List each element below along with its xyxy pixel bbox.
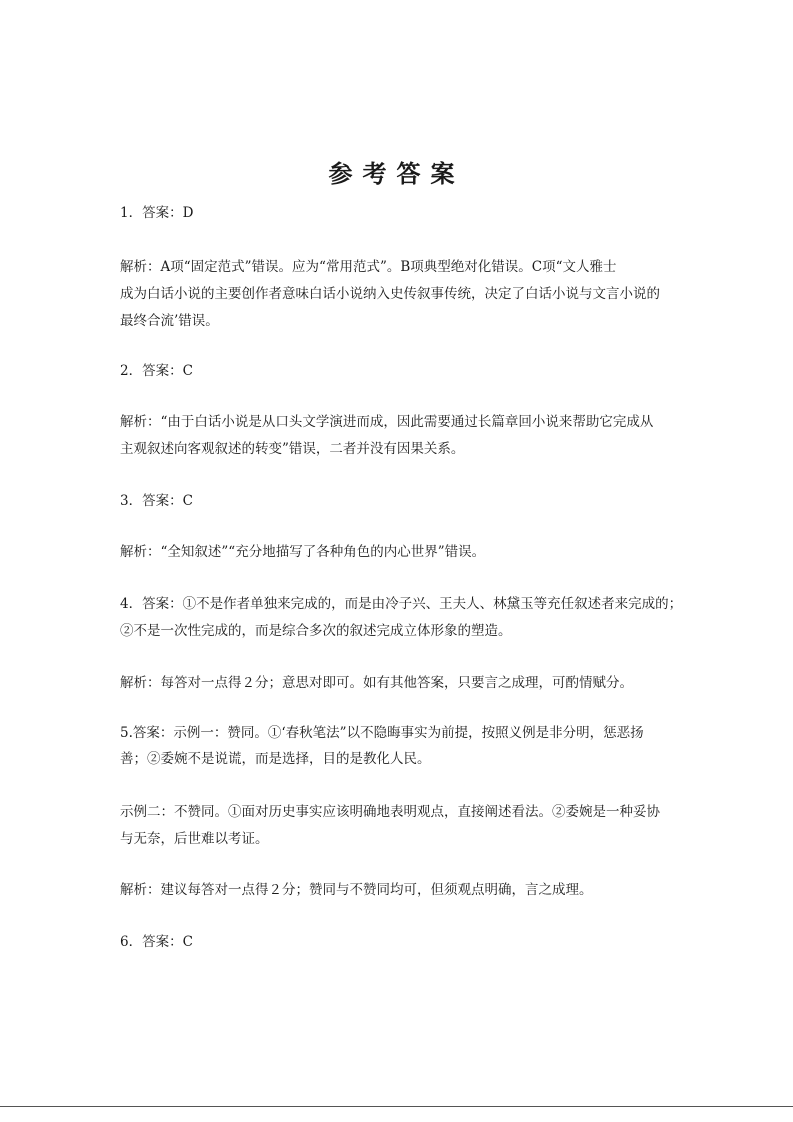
answer-4-line-2: ②不是一次性完成的，而是综合多次的叙述完成立体形象的塑造。 — [120, 623, 512, 639]
answer-5-example-1-line-1: 5.答案：示例一：赞同。①‘春秋笔法”以不隐晦事实为前提，按照义例是非分明，惩恶扬 — [120, 725, 644, 741]
answer-6: 6．答案：C — [120, 934, 193, 950]
page-bottom-divider — [0, 1106, 793, 1107]
answer-1: 1．答案：D — [120, 205, 194, 221]
answer-5-example-2-line-2: 与无奈，后世难以考证。 — [120, 831, 269, 847]
analysis-3: 解析：“全知叙述”“充分地描写了各种角色的内心世界”错误。 — [120, 544, 486, 560]
answer-2: 2．答案：C — [120, 363, 193, 379]
analysis-2-line-1: 解析：“由于白话小说是从口头文学演进而成，因此需要通过长篇章回小说来帮助它完成从 — [120, 414, 654, 430]
page-title: 参考答案 — [328, 159, 465, 188]
analysis-1-line-3: 最终合流’错误。 — [120, 313, 219, 329]
analysis-4: 解析：每答对一点得２分；意思对即可。如有其他答案，只要言之成理，可酌情赋分。 — [120, 675, 633, 691]
analysis-1-line-2: 成为白话小说的主要创作者意味白话小说纳入史传叙事传统，决定了白话小说与文言小说的 — [120, 286, 660, 302]
answer-5-example-2-line-1: 示例二：不赞同。①面对历史事实应该明确地表明观点，直接阐述看法。②委婉是一种妥协 — [120, 804, 660, 820]
answer-3: 3．答案：C — [120, 493, 193, 509]
analysis-1-line-1: 解析：A项“固定范式”错误。应为“常用范式”。B项典型绝对化错误。C项“文人雅士 — [120, 259, 617, 275]
analysis-5: 解析：建议每答对一点得２分；赞同与不赞同均可，但须观点明确，言之成理。 — [120, 882, 593, 898]
answer-5-example-1-line-2: 善；②委婉不是说谎，而是选择，目的是教化人民。 — [120, 751, 431, 767]
answer-4-line-1: 4．答案：①不是作者单独来完成的，而是由冷子兴、王夫人、林黛玉等充任叙述者来完成的； — [120, 596, 683, 612]
analysis-2-line-2: 主观叙述向客观叙述的转变”错误，二者并没有因果关系。 — [120, 441, 465, 457]
